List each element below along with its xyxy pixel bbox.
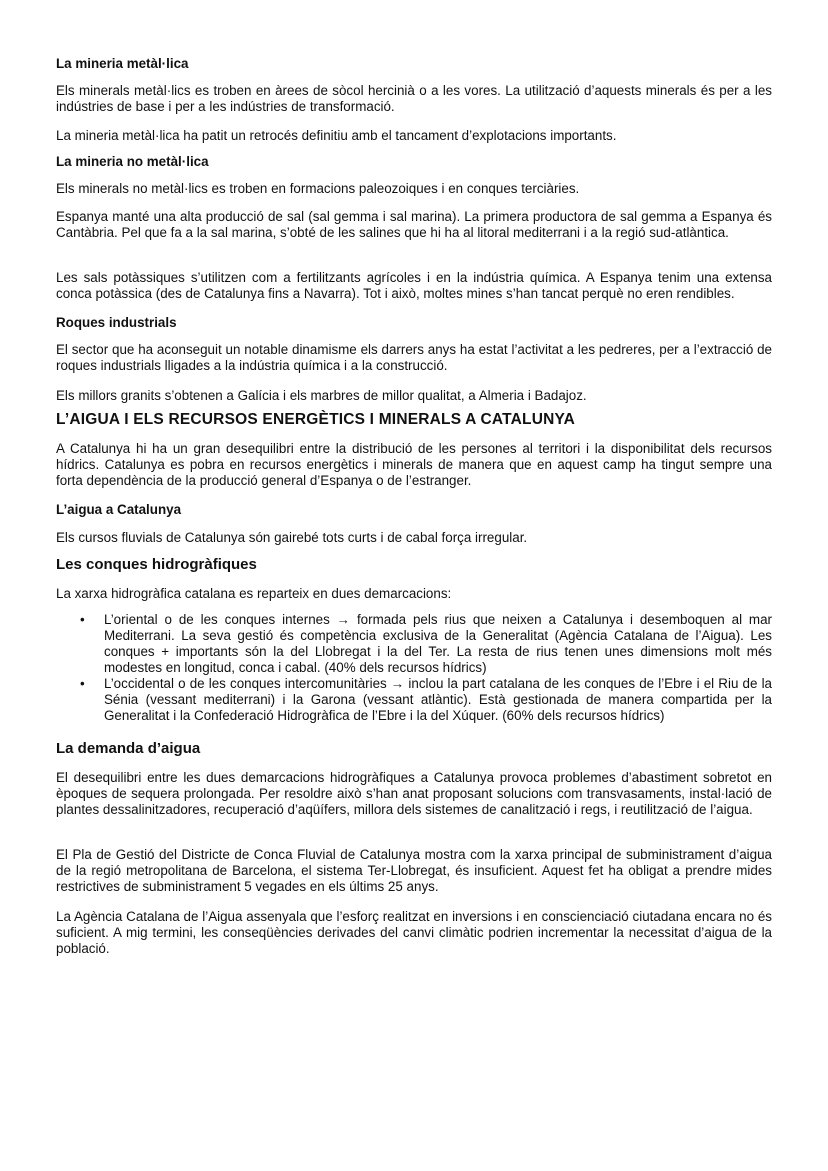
paragraph: Espanya manté una alta producció de sal (sal gemma i sal marina). La primera productora de sal gemma a Espanya és Cantàbria. Pel que fa a la sal marina, s’obté de les salines que hi ha al litoral mediterrani i a la regió sud-atlàntica.	[56, 209, 772, 240]
paragraph: Els cursos fluvials de Catalunya són gairebé tots curts i de cabal força irregular.	[56, 530, 528, 545]
paragraph: El desequilibri entre les dues demarcacions hidrogràfiques a Catalunya provoca problemes d’abastiment sobretot en èpoques de sequera prolongada. Per resoldre això s’han anat proposant solucions com transvasaments, instal·lació de plantes dessalinitzadores, recuperació d’aqüífers, millora dels sistemes de canalització i regs, i reutilització de l’aigua.	[56, 770, 772, 817]
bullet-icon: •	[80, 676, 85, 691]
paragraph: Els millors granits s’obtenen a Galícia i els marbres de millor qualitat, a Almeria i Badajoz.	[56, 388, 587, 403]
heading-aigua-catalunya: L’aigua a Catalunya	[56, 502, 182, 517]
paragraph: La xarxa hidrogràfica catalana es reparteix en dues demarcacions:	[56, 586, 452, 601]
paragraph: El sector que ha aconseguit un notable dinamisme els darrers anys ha estat l’activitat a les pedreres, per a l’extracció de roques industrials lligades a la indústria química i a la construcció.	[56, 342, 772, 373]
heading-roques-industrials: Roques industrials	[56, 315, 177, 330]
demarcacions-list	[56, 612, 772, 724]
list-item	[56, 676, 772, 724]
list-item-text: L’oriental o de les conques internes → formada pels rius que neixen a Catalunya i desemboquen al mar Mediterrani. La seva gestió és competència exclusiva de la Generalitat (Agència Catalana de l’Aigua). Les conques + importants són la del Llobregat i la del Ter. La resta de rius tenen unes dimensions molt més modestes en longitud, conca i cabal. (40% dels recursos hídrics)	[104, 612, 772, 675]
list-item	[56, 612, 772, 676]
paragraph: A Catalunya hi ha un gran desequilibri entre la distribució de les persones al territori i la disponibilitat dels recursos hídrics. Catalunya es pobra en recursos energètics i minerals de manera que en aquest camp ha tingut sempre una forta dependència de la producció general d’Espanya o de l’estranger.	[56, 441, 772, 488]
paragraph: Els minerals metàl·lics es troben en àrees de sòcol hercinià o a les vores. La utilització d’aquests minerals és per a les indústries de base i per a les indústries de transformació.	[56, 83, 772, 114]
paragraph: El Pla de Gestió del Districte de Conca Fluvial de Catalunya mostra com la xarxa principal de subministrament d’aigua de la regió metropolitana de Barcelona, el sistema Ter-Llobregat, és insuficient. Aquest fet ha obligat a prendre mides restrictives de subministrament 5 vegades en els últims 25 anys.	[56, 847, 772, 894]
paragraph: La mineria metàl·lica ha patit un retrocés definitiu amb el tancament d’explotacions importants.	[56, 128, 617, 143]
heading-mineria-metallica: La mineria metàl·lica	[56, 56, 189, 71]
heading-demanda-aigua: La demanda d’aigua	[56, 740, 201, 757]
heading-aigua-recursos-catalunya: L’AIGUA I ELS RECURSOS ENERGÈTICS I MINERALS A CATALUNYA	[56, 411, 576, 428]
list-item-text: L’occidental o de les conques intercomunitàries → inclou la part catalana de les conques de l’Ebre i el Riu de la Sénia (vessant mediterrani) i la Garona (vessant atlàntic). Està gestionada de manera compartida per la Generalitat i la Confederació Hidrogràfica de l’Ebre i la del Xúquer. (60% dels recursos hídrics)	[104, 676, 772, 723]
heading-conques-hidrografiques: Les conques hidrogràfiques	[56, 556, 257, 573]
bullet-icon: •	[80, 612, 85, 627]
paragraph: La Agència Catalana de l’Aigua assenyala que l’esforç realitzat en inversions i en conscienciació ciutadana encara no és suficient. A mig termini, les conseqüències derivades del canvi climàtic podrien incrementar la necessitat d’aigua de la població.	[56, 909, 772, 956]
paragraph: Les sals potàssiques s’utilitzen com a fertilitzants agrícoles i en la indústria química. A Espanya tenim una extensa conca potàssica (des de Catalunya fins a Navarra). Tot i això, moltes mines s’han tancat perquè no eren rendibles.	[56, 270, 772, 301]
paragraph: Els minerals no metàl·lics es troben en formacions paleozoiques i en conques terciàries.	[56, 181, 580, 196]
heading-mineria-no-metallica: La mineria no metàl·lica	[56, 154, 209, 169]
